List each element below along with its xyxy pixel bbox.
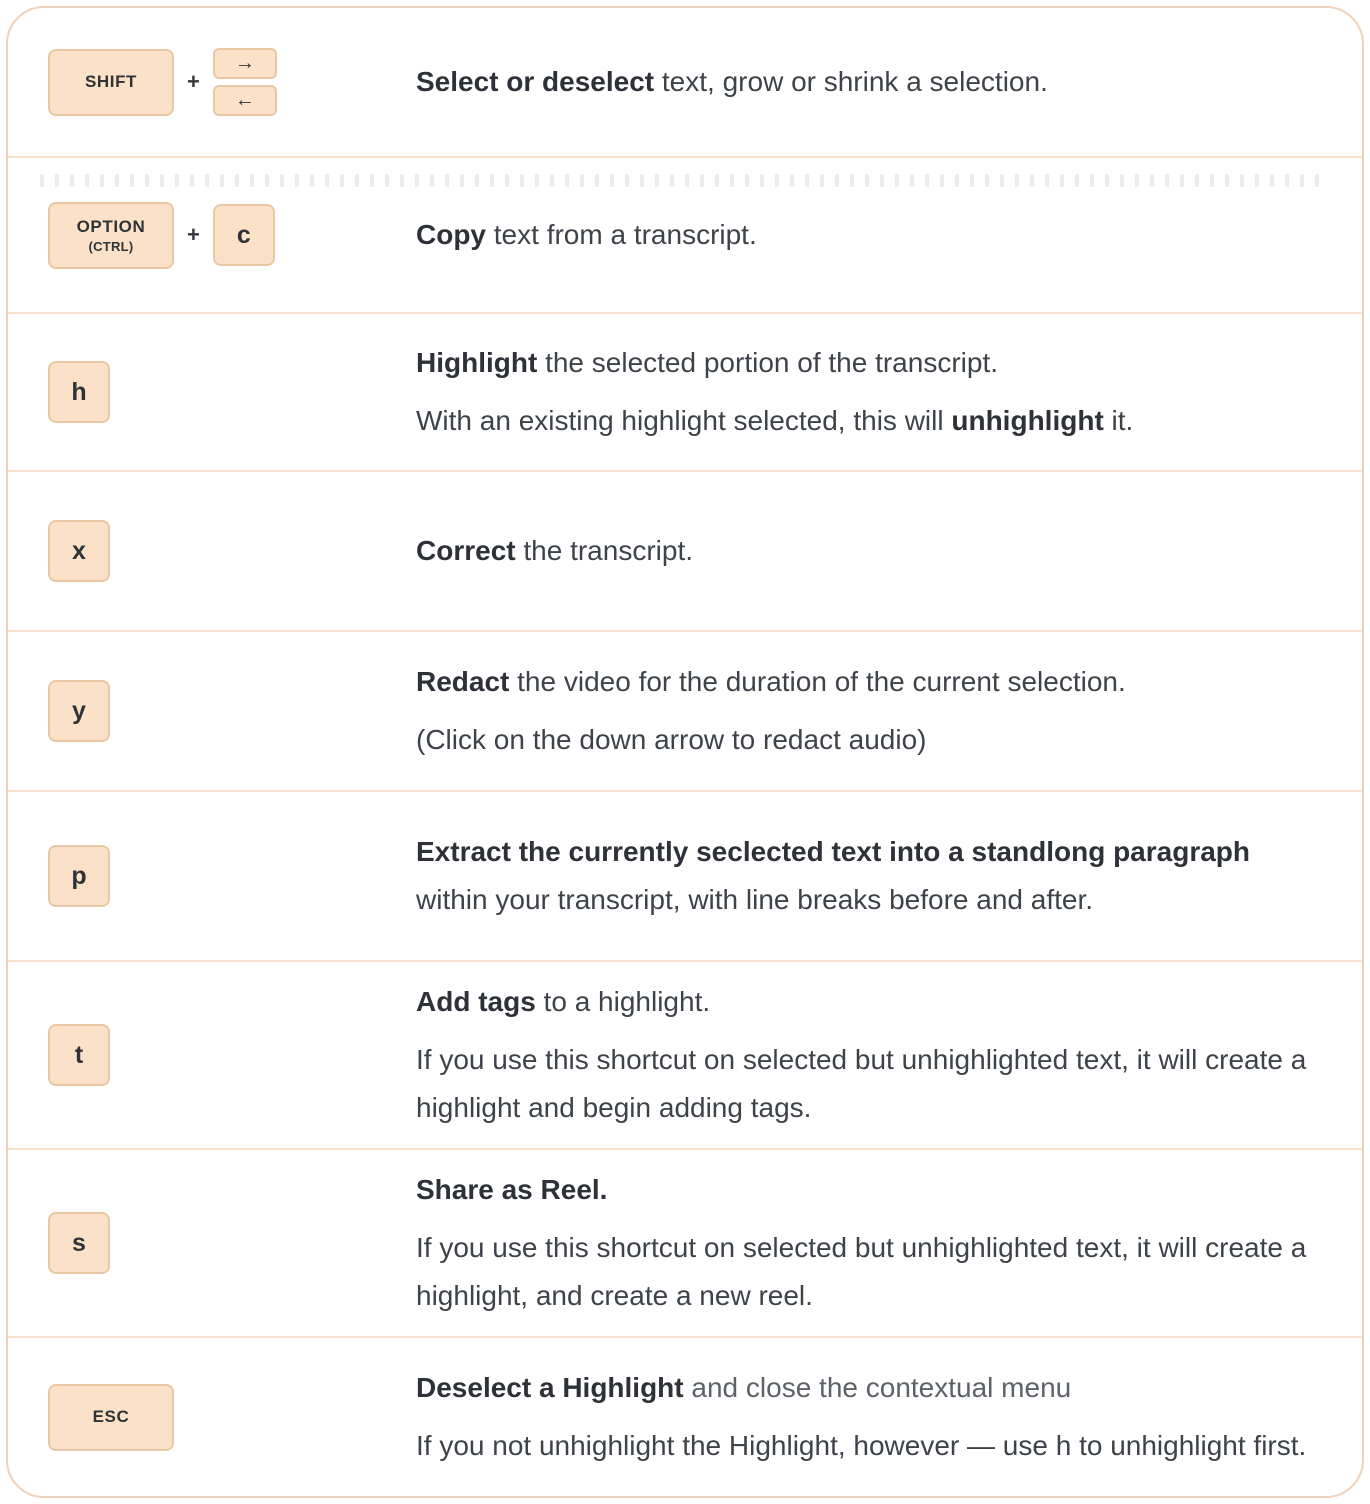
keycap-group xyxy=(48,1024,416,1086)
description-line: Add tags to a highlight. xyxy=(416,986,711,1017)
key-y xyxy=(48,680,110,742)
key-shift-label: SHIFT xyxy=(84,72,138,91)
shortcut-description xyxy=(416,1338,1322,1496)
key-c xyxy=(213,204,275,266)
shortcut-row-esc xyxy=(8,1336,1362,1496)
keycap-group xyxy=(48,1212,416,1274)
description-line: Correct the transcript. xyxy=(416,535,693,566)
description-line: If you use this shortcut on selected but unhighlighted text, it will create a highlight and begin adding tags. xyxy=(416,1044,1307,1123)
key-t xyxy=(48,1024,110,1086)
shortcut-row-shift-arrows xyxy=(8,8,1362,156)
description-line: Extract the currently seclected text into a standlong paragraph within your transcript, with line breaks before and after. xyxy=(416,836,1250,915)
description-line: With an existing highlight selected, this will unhighlight it. xyxy=(416,405,1134,436)
shortcut-row-y xyxy=(8,630,1362,790)
keycap-group xyxy=(48,48,416,116)
description-line: Select or deselect text, grow or shrink a selection. xyxy=(416,66,1048,97)
shortcut-description xyxy=(416,1140,1322,1346)
shortcut-description xyxy=(416,632,1322,790)
shortcut-row-x xyxy=(8,470,1362,630)
key-c-label: c xyxy=(236,220,251,249)
perforation-pattern xyxy=(40,174,1330,187)
shortcut-description xyxy=(416,802,1322,950)
key-esc xyxy=(48,1384,174,1451)
key-t-label: t xyxy=(74,1040,84,1069)
arrow-key-stack xyxy=(213,48,277,116)
key-p xyxy=(48,845,110,907)
shortcut-row-t xyxy=(8,960,1362,1148)
key-shift xyxy=(48,49,174,116)
arrow-right-key: → xyxy=(213,48,277,79)
keycap-group xyxy=(48,202,416,269)
shortcut-description xyxy=(416,952,1322,1158)
key-s xyxy=(48,1212,110,1274)
key-x xyxy=(48,520,110,582)
description-line: Share as Reel. xyxy=(416,1174,608,1205)
description-line: (Click on the down arrow to redact audio) xyxy=(416,724,927,755)
shortcut-row-p xyxy=(8,790,1362,960)
keycap-group xyxy=(48,680,416,742)
key-x-label: x xyxy=(72,536,86,565)
description-line: Deselect a Highlight and close the contextual menu xyxy=(416,1372,1072,1403)
shortcut-description xyxy=(416,185,1322,285)
keycap-group xyxy=(48,845,416,907)
key-h-label: h xyxy=(71,377,87,406)
plus-separator: + xyxy=(187,222,200,247)
shortcut-row-option-c xyxy=(8,156,1362,312)
shortcut-row-h xyxy=(8,312,1362,470)
key-option-ctrl-label: OPTION xyxy=(76,216,146,236)
keycap-group xyxy=(48,1384,416,1451)
arrow-left-key: ← xyxy=(213,85,277,116)
shortcut-description xyxy=(416,32,1322,132)
keycap-group xyxy=(48,361,416,423)
key-h xyxy=(48,361,110,423)
key-y-label: y xyxy=(72,696,86,725)
keycap-group xyxy=(48,520,416,582)
key-option-ctrl xyxy=(48,202,174,269)
description-line: Redact the video for the duration of the current selection. xyxy=(416,666,1126,697)
plus-separator: + xyxy=(187,69,200,94)
shortcut-description xyxy=(416,501,1322,601)
description-line: Highlight the selected portion of the transcript. xyxy=(416,347,998,378)
description-line: If you not unhighlight the Highlight, however — use h to unhighlight first. xyxy=(416,1430,1307,1461)
description-line: If you use this shortcut on selected but unhighlighted text, it will create a highlight, and create a new reel. xyxy=(416,1232,1307,1311)
key-p-label: p xyxy=(71,861,87,890)
shortcut-row-s xyxy=(8,1148,1362,1336)
shortcuts-card xyxy=(6,6,1364,1498)
description-line: Copy text from a transcript. xyxy=(416,219,757,250)
key-s-label: s xyxy=(72,1228,86,1257)
key-option-ctrl-sub-label: (CTRL) xyxy=(88,238,134,254)
key-esc-label: ESC xyxy=(92,1407,130,1426)
shortcut-description xyxy=(416,313,1322,471)
